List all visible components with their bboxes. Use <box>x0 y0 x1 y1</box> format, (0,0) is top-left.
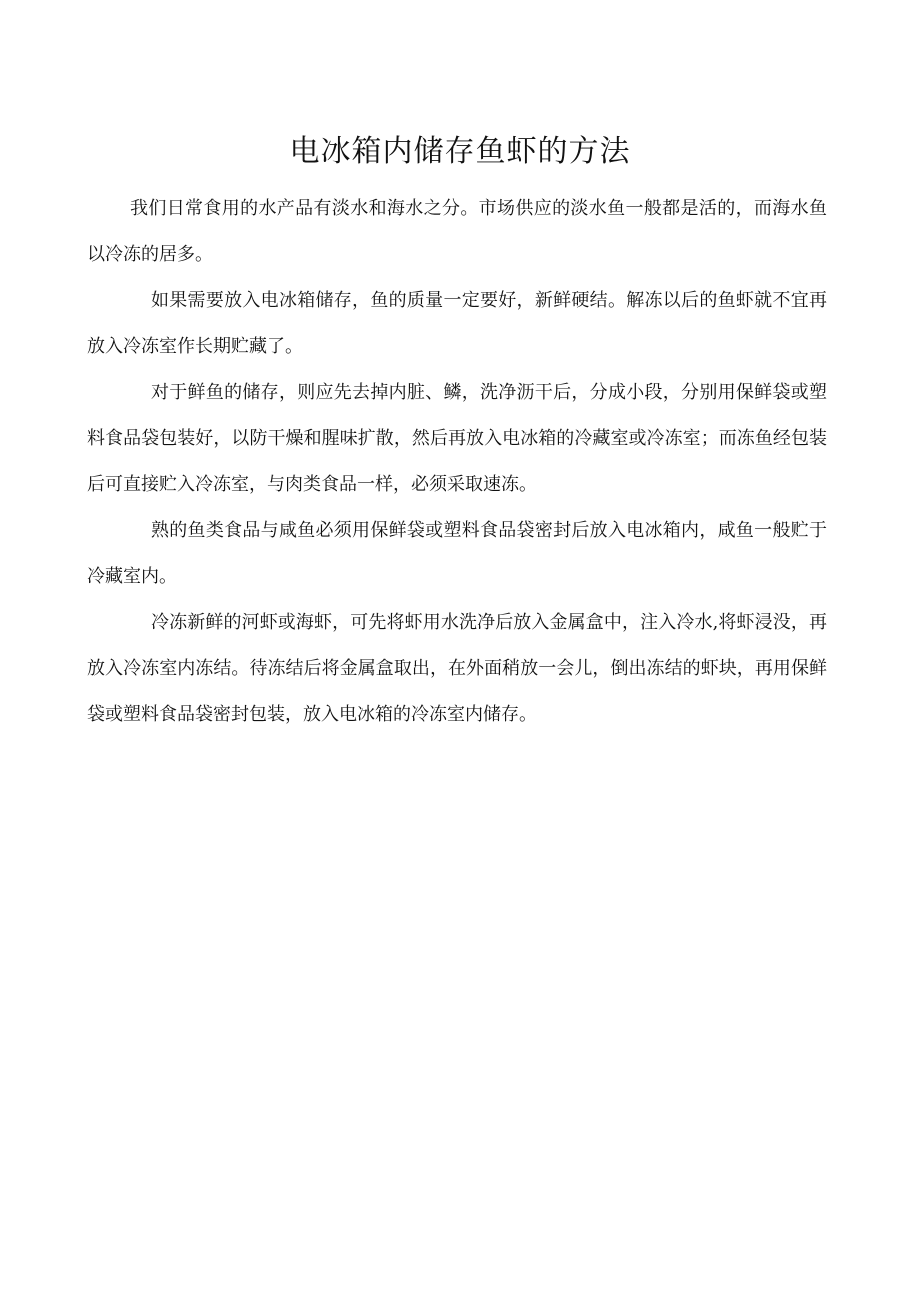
document-body <box>87 186 827 738</box>
paragraph-fresh-fish-storage: 对于鲜鱼的储存，则应先去掉内脏、鳞，洗净沥干后，分成小段，分别用保鲜袋或塑料食品袋包装好，以防干燥和腥味扩散，然后再放入电冰箱的冷藏室或冷冻室；而冻鱼经包装后可直接贮入冷冻室，与肉类食品一样，必须采取速冻。 <box>87 382 827 495</box>
document-title: 电冰箱内储存鱼虾的方法 <box>289 134 631 169</box>
paragraph-cooked-salted-fish: 熟的鱼类食品与咸鱼必须用保鲜袋或塑料食品袋密封后放入电冰箱内，咸鱼一般贮于冷藏室内。 <box>87 520 827 587</box>
paragraph-freshwater-seawater: 我们日常食用的水产品有淡水和海水之分。市场供应的淡水鱼一般都是活的，而海水鱼以冷冻的居多。 <box>87 198 827 265</box>
paragraph-fish-quality: 如果需要放入电冰箱储存，鱼的质量一定要好，新鲜硬结。解冻以后的鱼虾就不宜再放入冷冻室作长期贮藏了。 <box>87 290 827 357</box>
paragraph-shrimp-freezing: 冷冻新鲜的河虾或海虾，可先将虾用水洗净后放入金属盒中，注入冷水,将虾浸没，再放入冷冻室内冻结。待冻结后将金属盒取出，在外面稍放一会儿，倒出冻结的虾块，再用保鲜袋或塑料食品袋密封包装，放入电冰箱的冷冻室内储存。 <box>87 612 827 725</box>
